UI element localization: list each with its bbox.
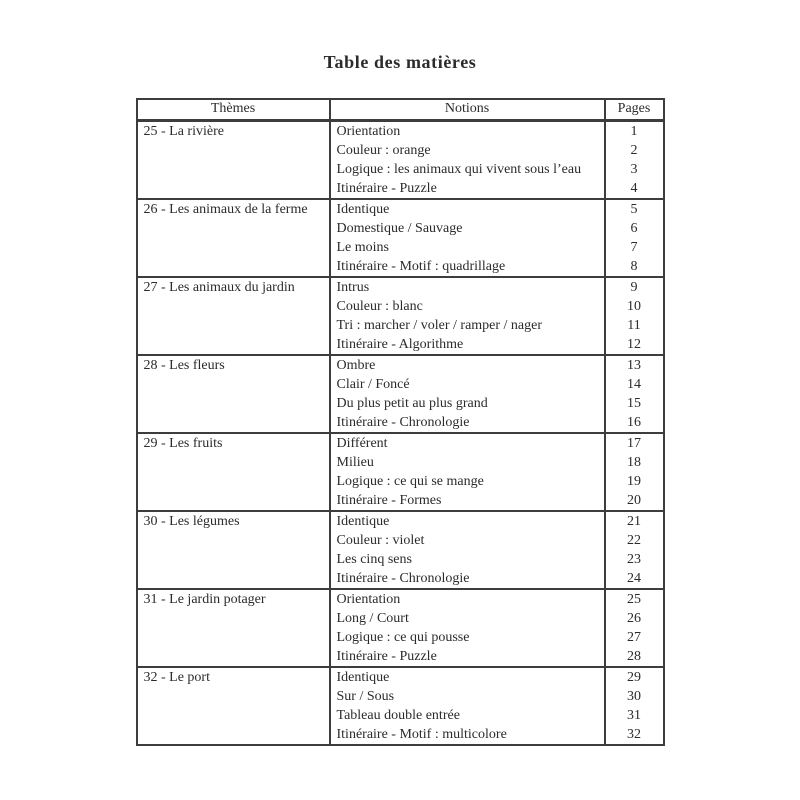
notions-cell: [330, 511, 605, 589]
page-number: 8: [630, 258, 638, 274]
column-header-themes: Thèmes: [137, 99, 330, 120]
notion-label: Long / Court: [336, 610, 409, 626]
notion-label: Couleur : orange: [336, 142, 431, 158]
page-title: Table des matières: [323, 52, 477, 72]
notion-label: Sur / Sous: [336, 688, 395, 704]
theme-label: 28 - Les fleurs: [143, 357, 225, 373]
theme-cell: [137, 277, 330, 355]
table-row: [137, 199, 664, 277]
page-number: 13: [627, 357, 641, 373]
notion-label: Tri : marcher / voler / ramper / nager: [336, 317, 543, 333]
table-row: [137, 120, 664, 199]
column-header-pages: Pages: [605, 99, 664, 120]
page-number: 19: [627, 473, 641, 489]
notion-label: Couleur : blanc: [336, 298, 423, 314]
page-number: 25: [627, 591, 641, 607]
theme-label: 26 - Les animaux de la ferme: [143, 201, 308, 217]
page-number: 27: [627, 629, 641, 645]
notion-label: Intrus: [336, 279, 370, 295]
table-row: [137, 511, 664, 589]
pages-cell: [605, 355, 664, 433]
notions-cell: [330, 277, 605, 355]
page-number: 31: [627, 707, 641, 723]
notion-label: Différent: [336, 435, 388, 451]
page-number: 18: [627, 454, 641, 470]
table-row: [137, 355, 664, 433]
notion-label: Tableau double entrée: [336, 707, 460, 723]
toc-table: [136, 98, 665, 746]
page-number: 7: [630, 239, 638, 255]
page-number: 10: [627, 298, 641, 314]
notion-label: Identique: [336, 201, 390, 217]
page-number: 15: [627, 395, 641, 411]
page-number: 29: [627, 669, 641, 685]
pages-cell: [605, 433, 664, 511]
page-number: 12: [627, 336, 641, 352]
page-number: 5: [630, 201, 638, 217]
theme-cell: [137, 199, 330, 277]
notion-label: Orientation: [336, 123, 401, 139]
page-number: 3: [630, 161, 638, 177]
notion-label: Logique : les animaux qui vivent sous l’eau: [336, 161, 582, 177]
page-number: 24: [627, 570, 641, 586]
table-header-row: [137, 99, 664, 120]
toc-table-body: [137, 120, 664, 745]
notion-label: Du plus petit au plus grand: [336, 395, 488, 411]
page-number: 21: [627, 513, 641, 529]
pages-cell: [605, 511, 664, 589]
page-number: 26: [627, 610, 641, 626]
page-number: 9: [630, 279, 638, 295]
notion-label: Itinéraire - Algorithme: [336, 336, 464, 352]
page-number: 2: [630, 142, 638, 158]
theme-label: 25 - La rivière: [143, 123, 224, 139]
page-number: 16: [627, 414, 641, 430]
notions-cell: [330, 199, 605, 277]
page-number: 14: [627, 376, 641, 392]
theme-label: 27 - Les animaux du jardin: [143, 279, 295, 295]
column-header-notions: Notions: [330, 99, 605, 120]
page-number: 17: [627, 435, 641, 451]
notion-label: Milieu: [336, 454, 374, 470]
notion-label: Le moins: [336, 239, 389, 255]
notion-label: Itinéraire - Puzzle: [336, 648, 437, 664]
page-number: 28: [627, 648, 641, 664]
notion-label: Identique: [336, 513, 390, 529]
notion-label: Couleur : violet: [336, 532, 425, 548]
pages-cell: [605, 199, 664, 277]
page-number: 11: [627, 317, 641, 333]
notions-cell: [330, 355, 605, 433]
notions-cell: [330, 589, 605, 667]
page-number: 20: [627, 492, 641, 508]
notion-label: Itinéraire - Motif : quadrillage: [336, 258, 506, 274]
table-row: [137, 277, 664, 355]
page-number: 22: [627, 532, 641, 548]
page-number: 23: [627, 551, 641, 567]
theme-label: 29 - Les fruits: [143, 435, 223, 451]
table-row: [137, 667, 664, 745]
page-number: 6: [630, 220, 638, 236]
theme-label: 31 - Le jardin potager: [143, 591, 266, 607]
theme-cell: [137, 511, 330, 589]
notion-label: Logique : ce qui se mange: [336, 473, 484, 489]
pages-cell: [605, 120, 664, 199]
theme-label: 30 - Les légumes: [143, 513, 240, 529]
pages-cell: [605, 277, 664, 355]
pages-cell: [605, 667, 664, 745]
theme-cell: [137, 120, 330, 199]
notions-cell: [330, 667, 605, 745]
notion-label: Ombre: [336, 357, 376, 373]
pages-cell: [605, 589, 664, 667]
page-number: 32: [627, 726, 641, 742]
page-number: 30: [627, 688, 641, 704]
notion-label: Identique: [336, 669, 390, 685]
notions-cell: [330, 433, 605, 511]
page-number: 4: [630, 180, 638, 196]
notion-label: Itinéraire - Motif : multicolore: [336, 726, 507, 742]
table-row: [137, 433, 664, 511]
theme-label: 32 - Le port: [143, 669, 210, 685]
notion-label: Les cinq sens: [336, 551, 412, 567]
theme-cell: [137, 667, 330, 745]
notion-label: Orientation: [336, 591, 401, 607]
table-row: [137, 589, 664, 667]
notion-label: Itinéraire - Chronologie: [336, 570, 470, 586]
theme-cell: [137, 589, 330, 667]
page-number: 1: [630, 123, 638, 139]
notions-cell: [330, 120, 605, 199]
notion-label: Itinéraire - Formes: [336, 492, 442, 508]
notion-label: Domestique / Sauvage: [336, 220, 463, 236]
notion-label: Clair / Foncé: [336, 376, 410, 392]
theme-cell: [137, 433, 330, 511]
notion-label: Itinéraire - Chronologie: [336, 414, 470, 430]
notion-label: Itinéraire - Puzzle: [336, 180, 437, 196]
theme-cell: [137, 355, 330, 433]
notion-label: Logique : ce qui pousse: [336, 629, 470, 645]
